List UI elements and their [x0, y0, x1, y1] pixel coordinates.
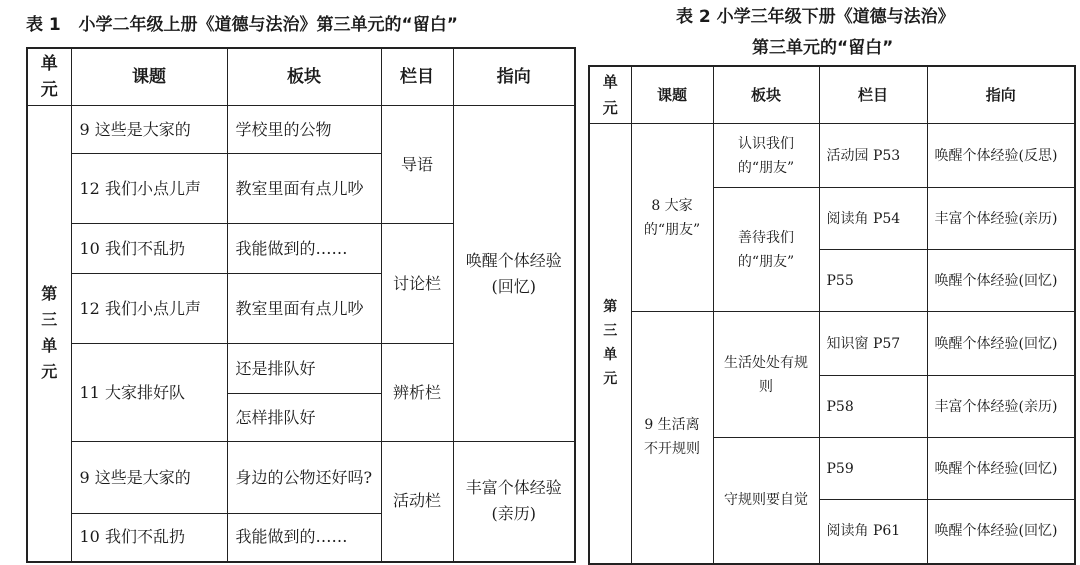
- table2-block: 守规则要自觉: [713, 438, 819, 564]
- table1-lesson: 12 我们小点儿声: [71, 274, 227, 344]
- table1-caption-num: 表 1: [26, 15, 61, 35]
- table2-header-column: 栏目: [819, 66, 927, 124]
- table2-header-lesson: 课题: [631, 66, 713, 124]
- table1-block: 我能做到的……: [227, 224, 381, 274]
- table2-column: 活动园 P53: [819, 124, 927, 188]
- table1-lesson: 10 我们不乱扔: [71, 514, 227, 562]
- table2-direction: 唤醒个体经验(回忆): [927, 438, 1075, 500]
- table2-column: 阅读角 P54: [819, 188, 927, 250]
- table2-direction: 丰富个体经验(亲历): [927, 376, 1075, 438]
- table2-block: 生活处处有规则: [713, 312, 819, 438]
- table2-unit-cell: 第 三 单 元: [589, 124, 631, 564]
- table2-direction: 唤醒个体经验(回忆): [927, 312, 1075, 376]
- table2-header-unit: 单元: [589, 66, 631, 124]
- table2-direction: 唤醒个体经验(反思): [927, 124, 1075, 188]
- table-row: [589, 312, 1075, 376]
- table2-header-row: [589, 66, 1075, 124]
- table1-lesson: 9 这些是大家的: [71, 106, 227, 154]
- table-row: [27, 442, 575, 514]
- table-row: [589, 124, 1075, 188]
- table2-direction: 唤醒个体经验(回忆): [927, 500, 1075, 564]
- table1-caption-title: 小学二年级上册《道德与法治》第三单元的“留白”: [78, 15, 458, 35]
- table1: [26, 47, 576, 563]
- table1-header-unit: 单元: [27, 48, 71, 106]
- table2-block: 认识我们的“朋友”: [713, 124, 819, 188]
- table2-direction: 丰富个体经验(亲历): [927, 188, 1075, 250]
- table1-column: 辨析栏: [381, 344, 453, 442]
- table1-header-column: 栏目: [381, 48, 453, 106]
- table2-column: P58: [819, 376, 927, 438]
- table1-column: 活动栏: [381, 442, 453, 562]
- table1-lesson: 10 我们不乱扔: [71, 224, 227, 274]
- table-row: [27, 106, 575, 154]
- table1-block: 我能做到的……: [227, 514, 381, 562]
- table1-direction: 丰富个体经验(亲历): [453, 442, 575, 562]
- table1-block: 学校里的公物: [227, 106, 381, 154]
- table1-column: 讨论栏: [381, 224, 453, 344]
- table2-header-block: 板块: [713, 66, 819, 124]
- table1-lesson: 9 这些是大家的: [71, 442, 227, 514]
- table2-column: P59: [819, 438, 927, 500]
- table1-direction: 唤醒个体经验(回忆): [453, 106, 575, 442]
- table2-column: 阅读角 P61: [819, 500, 927, 564]
- table1-block: 教室里面有点儿吵: [227, 274, 381, 344]
- table2-lesson: 8 大家的“朋友”: [631, 124, 713, 312]
- table1-caption: [26, 10, 458, 35]
- table2-lesson: 9 生活离不开规则: [631, 312, 713, 564]
- table1-block: 教室里面有点儿吵: [227, 154, 381, 224]
- table2-caption-line2: 第三单元的“留白”: [752, 38, 894, 58]
- table2-header-direction: 指向: [927, 66, 1075, 124]
- table1-block: 身边的公物还好吗?: [227, 442, 381, 514]
- table2-block: 善待我们的“朋友”: [713, 188, 819, 312]
- table1-lesson: 11 大家排好队: [71, 344, 227, 442]
- table1-block: 怎样排队好: [227, 394, 381, 442]
- table1-block: 还是排队好: [227, 344, 381, 394]
- table1-header-row: [27, 48, 575, 106]
- table1-header-direction: 指向: [453, 48, 575, 106]
- table1-header-lesson: 课题: [71, 48, 227, 106]
- table2-caption-line1: 表 2 小学三年级下册《道德与法治》: [676, 7, 955, 27]
- table2: [588, 65, 1076, 565]
- table2-column: P55: [819, 250, 927, 312]
- table1-unit-cell: 第 三 单 元: [27, 106, 71, 562]
- table2-column: 知识窗 P57: [819, 312, 927, 376]
- table1-column: 导语: [381, 106, 453, 224]
- table1-lesson: 12 我们小点儿声: [71, 154, 227, 224]
- table2-direction: 唤醒个体经验(回忆): [927, 250, 1075, 312]
- table1-header-block: 板块: [227, 48, 381, 106]
